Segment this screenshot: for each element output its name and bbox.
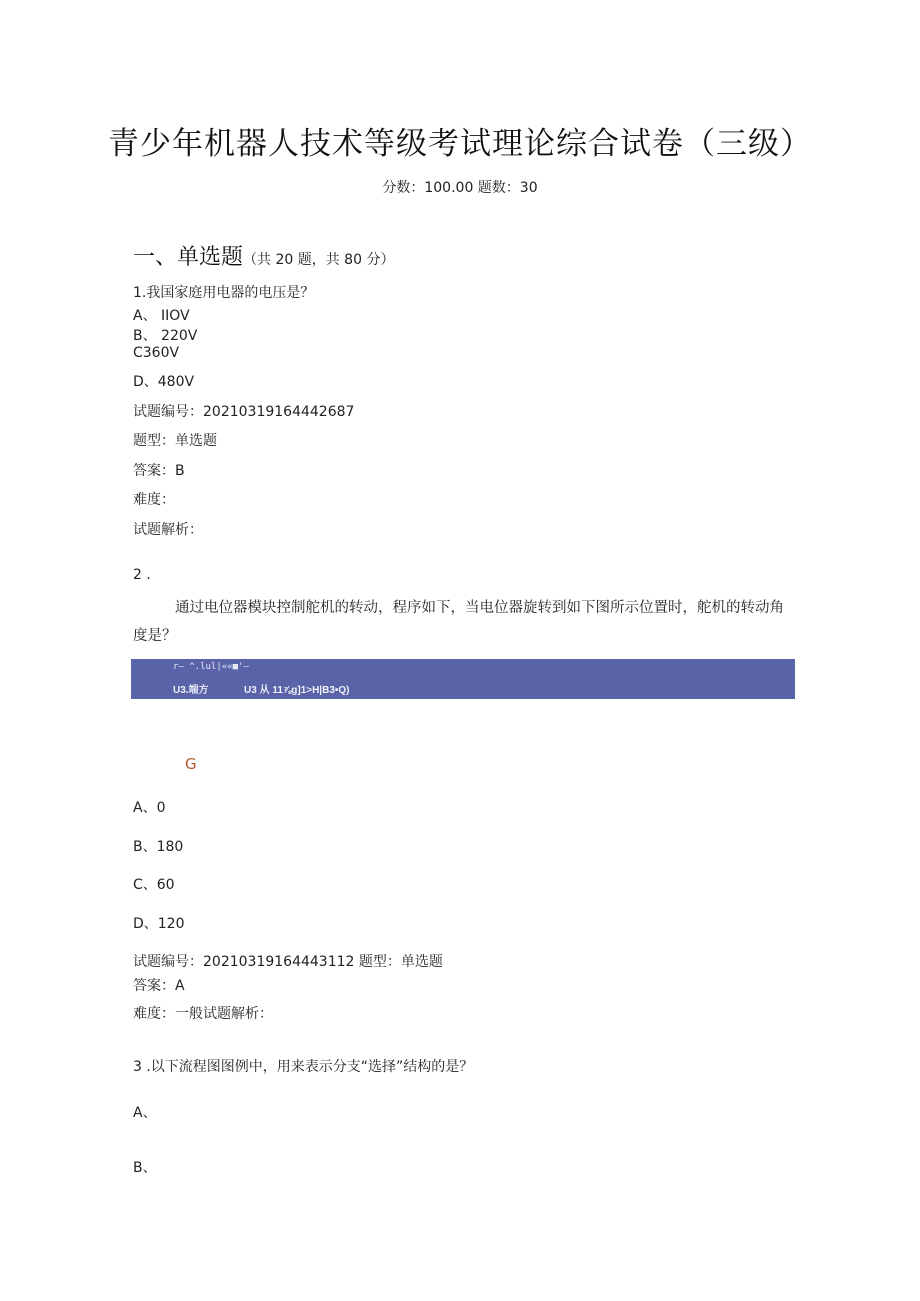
score-count-line: 分数：100.00 题数：30	[382, 180, 538, 196]
q2-id-type: 试题编号：20210319164443112 题型：单选题	[133, 954, 443, 970]
document-title: 青少年机器人技术等级考试理论综合试卷（三级）	[108, 126, 812, 162]
section-note: （共 20 题，共 80 分）	[243, 252, 395, 268]
q2-stem: 通过电位器模块控制舵机的转动，程序如下，当电位器旋转到如下图所示位置时，舵机的转动角度是？	[133, 600, 784, 644]
q3-option-a: A、	[133, 1105, 157, 1121]
code-line-1: r— ^.lul|««■'—	[173, 662, 249, 672]
q1-analysis: 试题解析：	[133, 522, 203, 538]
q1-type: 题型：单选题	[133, 433, 217, 449]
program-code-image	[131, 659, 795, 699]
q2-difficulty-analysis: 难度：一般试题解析：	[133, 1006, 273, 1022]
q2-option-b: B、180	[133, 839, 184, 855]
q1-option-b: B、 220V	[133, 328, 198, 344]
q2-answer: 答案：A	[133, 978, 185, 994]
q1-difficulty: 难度：	[133, 492, 175, 508]
q1-answer: 答案：B	[133, 463, 185, 479]
q1-option-c: C360V	[133, 345, 180, 361]
q2-number: 2 .	[133, 567, 151, 583]
q1-option-a: A、 IIOV	[133, 308, 190, 324]
q3-option-b: B、	[133, 1160, 157, 1176]
q2-option-d: D、120	[133, 916, 185, 932]
figure-label: G	[185, 755, 197, 773]
q1-option-d: D、480V	[133, 374, 195, 390]
q2-option-a: A、0	[133, 800, 166, 816]
q2-option-c: C、60	[133, 877, 175, 893]
code-line-2-label: U3.端方	[173, 685, 209, 696]
code-line-2-block: U3 从 11⅞g]1>H|B3•Q)	[244, 685, 350, 696]
q1-id: 试题编号：20210319164442687	[133, 404, 355, 420]
q1-stem: 1.我国家庭用电器的电压是？	[133, 285, 315, 301]
q3-stem: 3 .以下流程图图例中，用来表示分支“选择”结构的是？	[133, 1059, 474, 1075]
section-heading	[133, 240, 394, 271]
section-title: 一、单选题	[133, 245, 244, 270]
